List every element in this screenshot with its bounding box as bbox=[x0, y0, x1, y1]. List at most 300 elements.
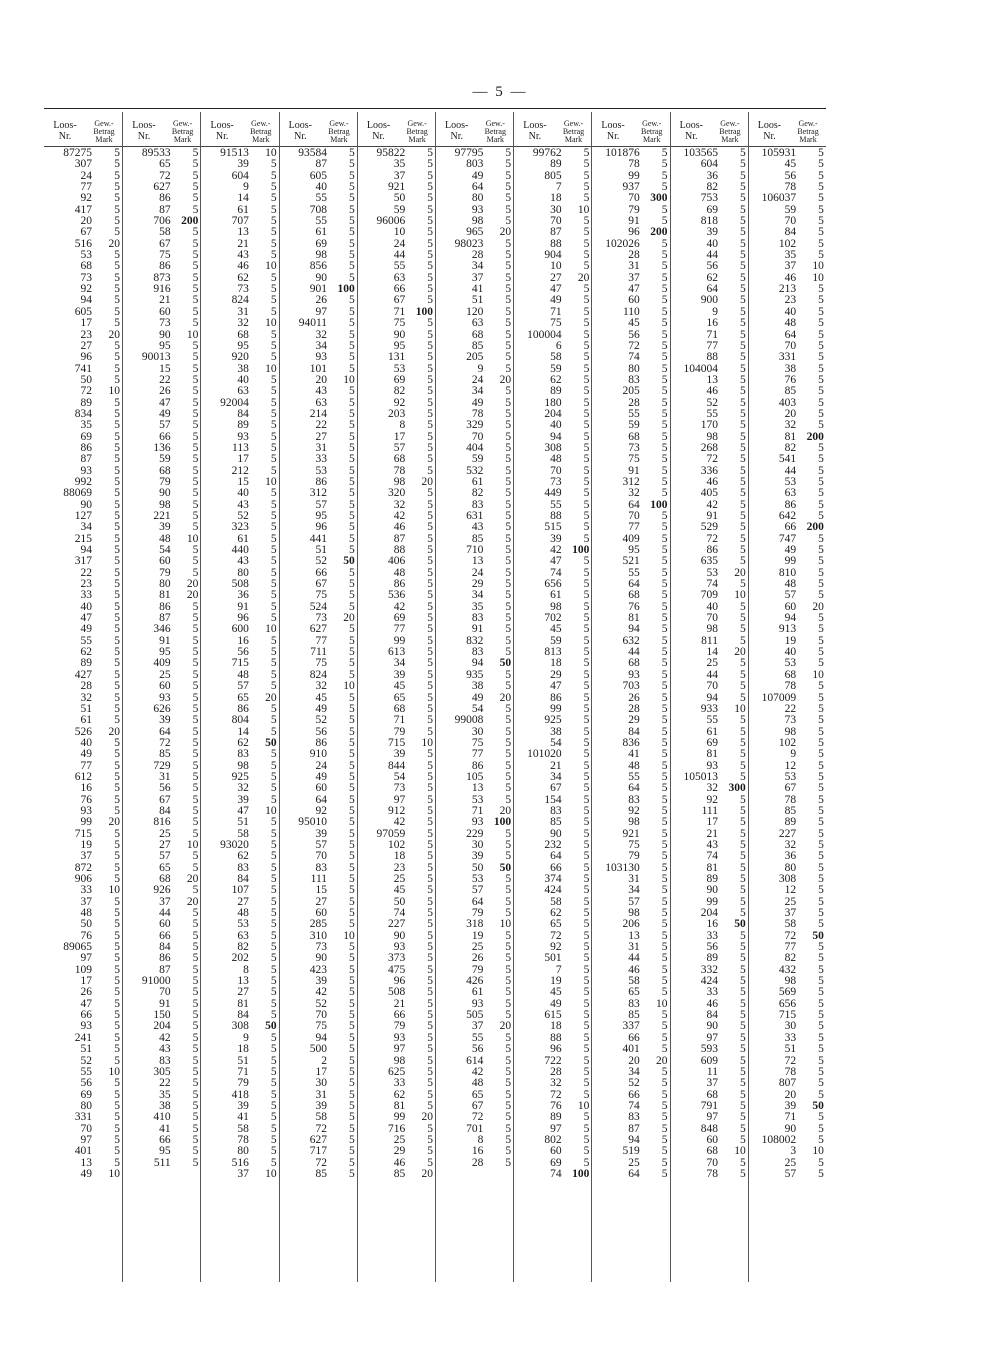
prize-amount: 5 bbox=[427, 249, 433, 262]
loos-number: 98 bbox=[159, 498, 171, 511]
prize-amount: 5 bbox=[739, 759, 746, 772]
prize-amount: 5 bbox=[349, 203, 355, 216]
prize-amount: 5 bbox=[427, 532, 433, 545]
loos-number: 68 bbox=[784, 668, 797, 681]
prize-amount: 5 bbox=[661, 419, 668, 432]
prize-amount: 20 bbox=[108, 328, 120, 341]
prize-amount: 5 bbox=[583, 680, 590, 693]
prize-amount: 5 bbox=[192, 1043, 199, 1056]
prize-amount: 5 bbox=[661, 895, 668, 908]
loos-number: 62 bbox=[237, 736, 249, 749]
prize-amount: 5 bbox=[114, 487, 120, 500]
loos-number: 70 bbox=[80, 1122, 92, 1135]
prize-amount: 5 bbox=[270, 430, 277, 443]
loos-number: 30 bbox=[315, 1077, 328, 1090]
loos-number: 69 bbox=[706, 736, 718, 749]
prize-amount: 5 bbox=[505, 158, 512, 171]
loos-number: 170 bbox=[700, 419, 718, 432]
prize-amount: 5 bbox=[583, 975, 590, 988]
loos-number: 27 bbox=[159, 838, 171, 851]
loos-number: 71 bbox=[393, 305, 406, 318]
prize-amount: 100 bbox=[415, 305, 433, 318]
prize-amount: 5 bbox=[192, 952, 199, 965]
table-row bbox=[358, 1112, 435, 1123]
prize-amount: 5 bbox=[270, 1156, 277, 1169]
loos-number: 26 bbox=[628, 691, 640, 704]
loos-number: 91 bbox=[471, 623, 484, 636]
prize-amount: 5 bbox=[192, 407, 199, 420]
loos-number: 94 bbox=[706, 691, 718, 704]
prize-amount: 5 bbox=[114, 1122, 120, 1135]
table-row bbox=[436, 1044, 513, 1055]
loos-number: 312 bbox=[622, 475, 640, 488]
prize-amount: 5 bbox=[661, 1031, 668, 1044]
prize-amount: 5 bbox=[505, 544, 512, 557]
prize-amount: 5 bbox=[114, 578, 120, 591]
loos-number: 68 bbox=[159, 873, 171, 885]
prize-amount: 5 bbox=[114, 657, 120, 670]
prize-amount: 5 bbox=[427, 169, 433, 182]
header-loos-nr: Loos- Nr. bbox=[445, 120, 469, 142]
prize-amount: 5 bbox=[818, 736, 824, 749]
loos-number: 508 bbox=[387, 986, 406, 999]
loos-number: 7 bbox=[555, 181, 562, 194]
prize-amount: 5 bbox=[505, 725, 512, 738]
prize-amount: 5 bbox=[192, 464, 199, 477]
table-row bbox=[123, 352, 200, 363]
prize-amount: 5 bbox=[505, 510, 512, 522]
loos-number: 19 bbox=[550, 975, 562, 988]
table-row bbox=[592, 454, 669, 465]
loos-number: 136 bbox=[153, 441, 171, 454]
loos-number: 716 bbox=[387, 1122, 406, 1135]
loos-number: 89 bbox=[706, 952, 718, 965]
loos-number: 93 bbox=[80, 804, 92, 817]
loos-number: 30 bbox=[471, 838, 484, 851]
table-row bbox=[671, 1044, 748, 1055]
loos-number: 131 bbox=[387, 351, 406, 364]
loos-number: 11 bbox=[706, 1065, 718, 1078]
prize-amount: 5 bbox=[270, 498, 277, 511]
loos-number: 28 bbox=[80, 680, 92, 693]
loos-number: 34 bbox=[550, 770, 562, 783]
loos-number: 440 bbox=[231, 544, 249, 557]
prize-amount: 5 bbox=[661, 668, 668, 681]
prize-amount: 5 bbox=[818, 283, 824, 296]
loos-number: 51 bbox=[471, 294, 484, 307]
prize-amount: 5 bbox=[818, 691, 824, 704]
prize-amount: 5 bbox=[349, 305, 355, 318]
loos-number: 69 bbox=[315, 237, 328, 250]
prize-amount: 5 bbox=[505, 702, 512, 715]
table-row bbox=[514, 330, 591, 341]
loos-number: 20 bbox=[80, 215, 92, 228]
table-row bbox=[280, 352, 357, 363]
loos-number: 63 bbox=[237, 929, 249, 942]
prize-amount: 5 bbox=[349, 600, 355, 613]
prize-amount: 5 bbox=[270, 237, 277, 250]
prize-amount: 5 bbox=[349, 362, 355, 375]
prize-amount: 5 bbox=[114, 362, 120, 375]
loos-number: 87 bbox=[159, 612, 171, 625]
loos-number: 86 bbox=[471, 759, 484, 772]
prize-amount: 5 bbox=[661, 702, 668, 715]
prize-amount: 5 bbox=[505, 328, 512, 341]
loos-number: 26 bbox=[471, 952, 484, 965]
table-row bbox=[358, 851, 435, 862]
prize-amount: 5 bbox=[192, 668, 199, 681]
prize-amount: 5 bbox=[114, 850, 120, 863]
loos-number: 90 bbox=[80, 498, 92, 511]
loos-number: 38 bbox=[237, 362, 249, 375]
prize-amount: 5 bbox=[349, 578, 355, 591]
loos-number: 449 bbox=[544, 487, 562, 500]
loos-number: 83 bbox=[471, 646, 484, 659]
loos-number: 424 bbox=[700, 975, 718, 988]
loos-number: 84 bbox=[628, 725, 640, 738]
prize-amount: 5 bbox=[818, 895, 824, 908]
table-row bbox=[201, 488, 278, 499]
prize-amount: 5 bbox=[661, 941, 668, 954]
prize-amount: 5 bbox=[661, 680, 668, 693]
loos-number: 872 bbox=[74, 861, 92, 874]
prize-amount: 5 bbox=[427, 192, 433, 205]
loos-number: 27 bbox=[237, 895, 249, 908]
prize-amount: 20 bbox=[656, 1054, 668, 1067]
loos-number: 9 bbox=[243, 181, 249, 194]
header-loos-nr: Loos- Nr. bbox=[53, 120, 77, 142]
loos-number: 102 bbox=[778, 736, 797, 749]
prize-amount: 100 bbox=[337, 283, 355, 296]
loos-number: 60 bbox=[159, 555, 171, 568]
loos-number: 64 bbox=[784, 328, 797, 341]
loos-number: 25 bbox=[706, 657, 718, 670]
loos-number: 401 bbox=[74, 1145, 92, 1158]
loos-number: 67 bbox=[784, 782, 797, 795]
column-header bbox=[592, 112, 669, 146]
prize-amount: 5 bbox=[661, 1167, 668, 1180]
prize-amount: 5 bbox=[818, 305, 824, 318]
loos-number: 94 bbox=[80, 294, 92, 307]
prize-amount: 5 bbox=[114, 396, 120, 409]
prize-amount: 5 bbox=[427, 339, 433, 352]
loos-number: 24 bbox=[471, 566, 484, 579]
prize-amount: 5 bbox=[818, 453, 824, 466]
loos-number: 29 bbox=[550, 668, 562, 681]
prize-amount: 5 bbox=[818, 1031, 824, 1044]
prize-amount: 5 bbox=[192, 362, 199, 375]
loos-number: 55 bbox=[315, 215, 328, 228]
prize-amount: 5 bbox=[114, 521, 120, 534]
loos-number: 79 bbox=[159, 475, 171, 488]
prize-amount: 5 bbox=[192, 702, 199, 715]
prize-amount: 5 bbox=[583, 873, 590, 885]
table-row bbox=[358, 386, 435, 397]
loos-number: 76 bbox=[80, 793, 92, 806]
loos-number: 75 bbox=[159, 249, 171, 262]
prize-amount: 5 bbox=[818, 589, 824, 602]
prize-amount: 5 bbox=[583, 589, 590, 602]
table-row bbox=[749, 1146, 826, 1157]
prize-amount: 5 bbox=[818, 510, 824, 522]
loos-number: 715 bbox=[778, 1009, 797, 1022]
prize-amount: 10 bbox=[421, 736, 433, 749]
loos-number: 72 bbox=[550, 1088, 562, 1101]
table-row bbox=[671, 159, 748, 170]
prize-amount: 5 bbox=[192, 963, 199, 976]
loos-number: 221 bbox=[153, 510, 171, 522]
loos-number: 204 bbox=[700, 907, 718, 920]
loos-number: 69 bbox=[706, 203, 718, 216]
prize-amount: 5 bbox=[583, 260, 590, 273]
table-row bbox=[280, 1044, 357, 1055]
prize-amount: 5 bbox=[270, 544, 277, 557]
loos-number: 94 bbox=[471, 657, 484, 670]
loos-number: 49 bbox=[550, 294, 562, 307]
prize-amount: 5 bbox=[583, 1065, 590, 1078]
loos-number: 604 bbox=[700, 158, 718, 171]
prize-amount: 5 bbox=[818, 169, 824, 182]
prize-amount: 5 bbox=[114, 1043, 120, 1056]
prize-amount: 5 bbox=[349, 589, 355, 602]
table-row bbox=[671, 783, 748, 794]
loos-number: 40 bbox=[550, 419, 562, 432]
loos-number: 83 bbox=[471, 612, 484, 625]
prize-amount: 5 bbox=[114, 759, 120, 772]
prize-amount: 5 bbox=[192, 339, 199, 352]
loos-number: 86 bbox=[393, 578, 406, 591]
prize-amount: 5 bbox=[114, 907, 120, 920]
loos-number: 427 bbox=[74, 668, 92, 681]
prize-amount: 5 bbox=[583, 351, 590, 364]
table-row bbox=[749, 851, 826, 862]
prize-amount: 5 bbox=[114, 589, 120, 602]
table-column bbox=[748, 112, 826, 1282]
prize-amount: 5 bbox=[661, 850, 668, 863]
prize-amount: 5 bbox=[739, 873, 746, 885]
prize-amount: 5 bbox=[583, 702, 590, 715]
prize-amount: 5 bbox=[192, 260, 199, 273]
loos-number: 72 bbox=[784, 929, 797, 942]
loos-number: 802 bbox=[544, 1133, 562, 1146]
loos-number: 83 bbox=[159, 1054, 171, 1067]
loos-number: 206 bbox=[622, 918, 640, 931]
loos-number: 96 bbox=[315, 521, 328, 534]
loos-number: 99 bbox=[80, 816, 92, 829]
prize-amount: 5 bbox=[505, 759, 512, 772]
table-column bbox=[670, 112, 748, 1282]
loos-number: 39 bbox=[393, 748, 406, 761]
prize-amount: 5 bbox=[270, 850, 277, 863]
loos-number: 90013 bbox=[141, 351, 171, 364]
loos-number: 42 bbox=[159, 1031, 171, 1044]
loos-number: 900 bbox=[700, 294, 718, 307]
loos-number: 25 bbox=[471, 941, 484, 954]
prize-amount: 5 bbox=[661, 260, 668, 273]
prize-amount: 5 bbox=[114, 464, 120, 477]
prize-amount: 5 bbox=[739, 362, 746, 375]
prize-amount: 5 bbox=[505, 623, 512, 636]
loos-number: 13 bbox=[80, 1156, 92, 1169]
loos-number: 10 bbox=[550, 260, 562, 273]
loos-number: 98 bbox=[550, 600, 562, 613]
loos-number: 58 bbox=[315, 1111, 328, 1124]
loos-number: 33 bbox=[706, 986, 718, 999]
prize-amount: 5 bbox=[818, 385, 824, 398]
prize-amount: 5 bbox=[818, 1020, 824, 1033]
table-row bbox=[514, 352, 591, 363]
prize-amount: 5 bbox=[661, 351, 668, 364]
loos-number: 75 bbox=[628, 453, 640, 466]
table-row bbox=[358, 1078, 435, 1089]
loos-number: 28 bbox=[628, 396, 640, 409]
prize-amount: 5 bbox=[427, 589, 433, 602]
loos-number: 78 bbox=[706, 1167, 718, 1180]
loos-number: 920 bbox=[231, 351, 249, 364]
prize-amount: 5 bbox=[427, 702, 433, 715]
loos-number: 500 bbox=[309, 1043, 328, 1056]
loos-number: 818 bbox=[700, 215, 718, 228]
table-row bbox=[358, 817, 435, 828]
prize-amount: 5 bbox=[192, 804, 199, 817]
prize-amount: 5 bbox=[818, 907, 824, 920]
loos-number: 36 bbox=[237, 589, 249, 602]
table-row bbox=[436, 851, 513, 862]
table-row bbox=[514, 1078, 591, 1089]
prize-amount: 5 bbox=[583, 362, 590, 375]
table-row bbox=[44, 1044, 122, 1055]
prize-amount: 5 bbox=[427, 770, 433, 783]
prize-amount: 5 bbox=[192, 793, 199, 806]
loos-number: 45 bbox=[550, 986, 562, 999]
table-row bbox=[201, 1044, 278, 1055]
loos-number: 34 bbox=[471, 385, 484, 398]
table-row bbox=[436, 420, 513, 431]
loos-number: 94 bbox=[80, 544, 92, 557]
loos-number: 74 bbox=[706, 578, 718, 591]
loos-number: 85 bbox=[550, 816, 562, 829]
prize-amount: 5 bbox=[583, 612, 590, 625]
loos-number: 83 bbox=[237, 748, 249, 761]
loos-number: 43 bbox=[237, 555, 249, 568]
prize-amount: 5 bbox=[505, 441, 512, 454]
prize-amount: 5 bbox=[818, 861, 824, 874]
loos-number: 35 bbox=[80, 419, 92, 432]
loos-number: 52 bbox=[315, 997, 328, 1010]
table-row bbox=[514, 386, 591, 397]
table-row bbox=[592, 1078, 669, 1089]
table-row bbox=[592, 715, 669, 726]
loos-number: 12 bbox=[784, 884, 797, 897]
loos-number: 109 bbox=[74, 963, 92, 976]
prize-amount: 5 bbox=[818, 770, 824, 783]
prize-amount: 5 bbox=[114, 873, 120, 885]
prize-amount: 5 bbox=[739, 226, 746, 239]
loos-number: 72 bbox=[159, 736, 171, 749]
loos-number: 70 bbox=[550, 464, 562, 477]
prize-amount: 5 bbox=[739, 385, 746, 398]
prize-amount: 5 bbox=[427, 907, 433, 920]
loos-number: 43 bbox=[471, 521, 484, 534]
loos-number: 99 bbox=[706, 895, 718, 908]
loos-number: 48 bbox=[784, 578, 797, 591]
prize-amount: 5 bbox=[818, 986, 824, 999]
prize-amount: 10 bbox=[499, 918, 512, 931]
loos-number: 95 bbox=[393, 339, 406, 352]
prize-amount: 5 bbox=[192, 1122, 199, 1135]
prize-amount: 5 bbox=[583, 158, 590, 171]
prize-amount: 5 bbox=[505, 1065, 512, 1078]
table-row bbox=[123, 522, 200, 533]
table-row bbox=[514, 171, 591, 182]
prize-amount: 5 bbox=[114, 441, 120, 454]
loos-number: 74 bbox=[706, 850, 718, 863]
loos-number: 29 bbox=[471, 578, 484, 591]
loos-number: 51 bbox=[80, 1043, 92, 1056]
prize-amount: 5 bbox=[427, 317, 433, 330]
prize-amount: 20 bbox=[186, 589, 199, 602]
loos-number: 46 bbox=[393, 521, 406, 534]
loos-number: 40 bbox=[80, 600, 92, 613]
loos-number: 24 bbox=[80, 169, 92, 182]
prize-amount: 5 bbox=[818, 1111, 824, 1124]
loos-number: 32 bbox=[628, 487, 640, 500]
loos-number: 55 bbox=[706, 407, 718, 420]
header-gew-betrag: Gew.- Betrag Mark bbox=[484, 119, 506, 144]
loos-number: 82 bbox=[784, 952, 797, 965]
loos-number: 97059 bbox=[376, 827, 406, 840]
loos-number: 529 bbox=[700, 521, 718, 534]
prize-amount: 5 bbox=[739, 838, 746, 851]
loos-number: 834 bbox=[74, 407, 92, 420]
prize-amount: 5 bbox=[114, 952, 120, 965]
prize-amount: 5 bbox=[427, 283, 433, 296]
prize-amount: 5 bbox=[427, 419, 433, 432]
loos-number: 635 bbox=[700, 555, 718, 568]
loos-number: 43 bbox=[159, 1043, 171, 1056]
loos-number: 96 bbox=[237, 612, 249, 625]
prize-amount: 5 bbox=[270, 1088, 277, 1101]
prize-amount: 5 bbox=[192, 1145, 199, 1158]
prize-amount: 5 bbox=[427, 884, 433, 897]
prize-amount: 5 bbox=[427, 782, 433, 795]
loos-number: 37 bbox=[784, 260, 797, 273]
prize-amount: 5 bbox=[505, 941, 512, 954]
loos-number: 69 bbox=[550, 1156, 562, 1169]
loos-number: 49 bbox=[159, 407, 171, 420]
loos-number: 204 bbox=[544, 407, 562, 420]
loos-number: 83 bbox=[237, 861, 249, 874]
loos-number: 48 bbox=[784, 317, 797, 330]
loos-number: 16 bbox=[237, 634, 249, 647]
loos-number: 925 bbox=[544, 714, 562, 727]
prize-amount: 5 bbox=[114, 419, 120, 432]
loos-number: 90 bbox=[315, 271, 328, 284]
table-column bbox=[44, 112, 122, 1282]
table-row bbox=[44, 522, 122, 533]
prize-amount: 5 bbox=[505, 260, 512, 273]
loos-number: 85 bbox=[159, 748, 171, 761]
loos-number: 53 bbox=[471, 793, 484, 806]
table-row bbox=[436, 352, 513, 363]
prize-amount: 5 bbox=[114, 373, 120, 386]
loos-number: 656 bbox=[778, 997, 797, 1010]
prize-amount: 5 bbox=[349, 169, 355, 182]
prize-amount: 5 bbox=[427, 612, 433, 625]
prize-amount: 5 bbox=[505, 646, 512, 659]
prize-amount: 5 bbox=[583, 748, 590, 761]
loos-number: 72 bbox=[471, 1111, 484, 1124]
